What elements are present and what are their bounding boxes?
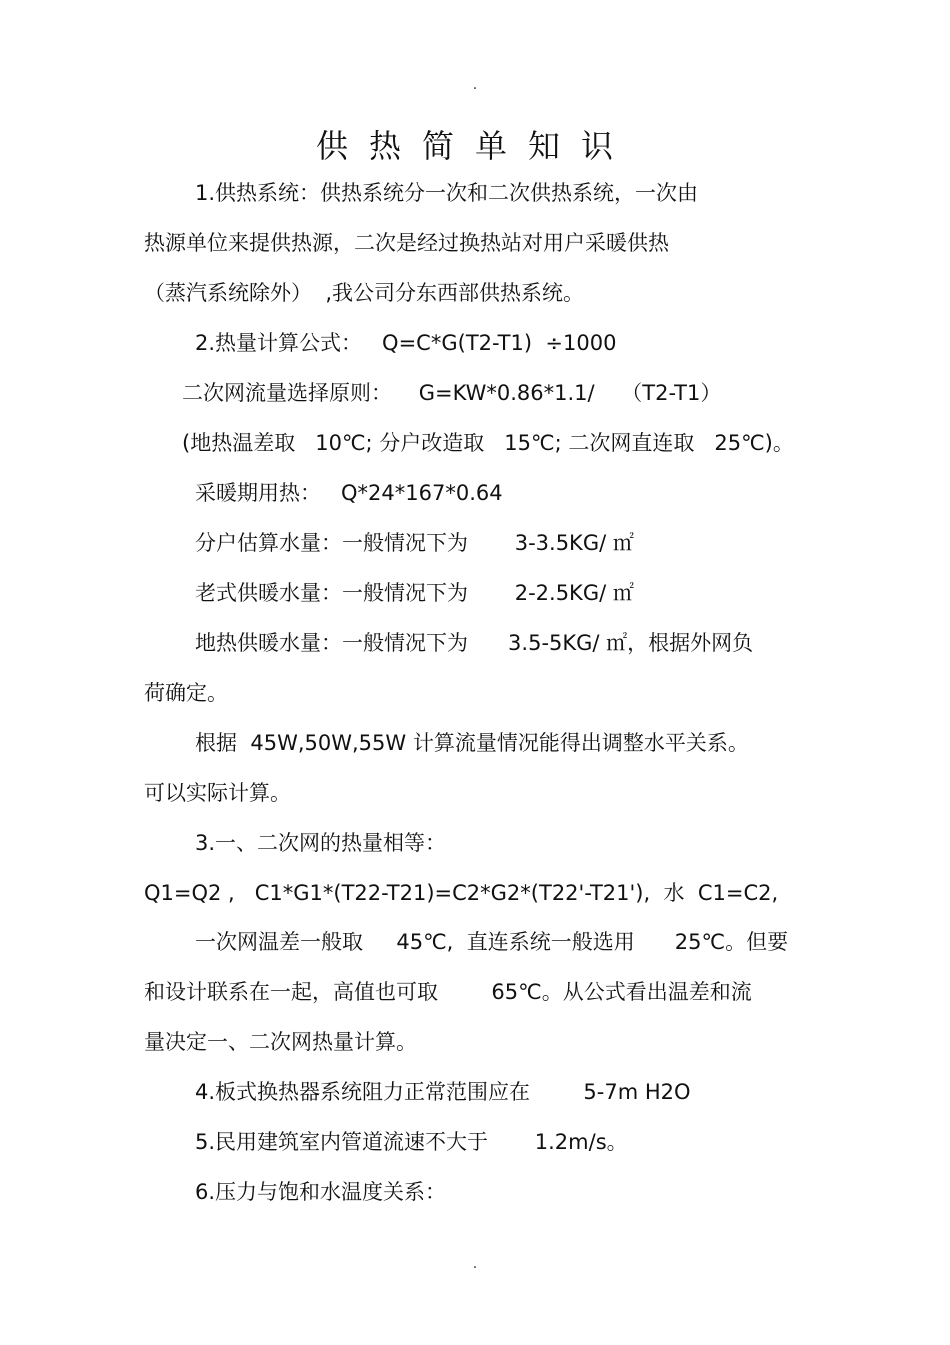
- paragraph-line-5: 二次网流量选择原则： G=KW*0.86*1.1/ （T2-T1）: [182, 381, 722, 405]
- paragraph-line-19: 4.板式换热器系统阻力正常范围应在 5-7m H2O: [195, 1080, 691, 1104]
- paragraph-line-16: 一次网温差一般取 45℃, 直连系统一般选用 25℃。但要: [195, 930, 789, 954]
- paragraph-line-1: 1.供热系统：供热系统分一次和二次供热系统，一次由: [195, 181, 699, 205]
- paragraph-line-4: 2.热量计算公式： Q=C*G(T2-T1) ÷1000: [195, 331, 617, 355]
- header-dot: .: [472, 77, 478, 93]
- paragraph-line-8: 分户估算水量：一般情况下为 3-3.5KG/ ㎡: [195, 531, 634, 555]
- paragraph-line-15: Q1=Q2 , C1*G1*(T22-T21)=C2*G2*(T22'-T21'), 水 C1=C2,: [144, 881, 779, 905]
- paragraph-line-12: 根据 45W,50W,55W 计算流量情况能得出调整水平关系。: [195, 731, 749, 755]
- footer-dot: .: [472, 1256, 478, 1272]
- paragraph-line-17: 和设计联系在一起，高值也可取 65℃。从公式看出温差和流: [144, 980, 752, 1004]
- paragraph-line-6: (地热温差取 10℃; 分户改造取 15℃; 二次网直连取 25℃)。: [182, 431, 794, 455]
- paragraph-line-14: 3.一、二次网的热量相等：: [195, 831, 447, 855]
- paragraph-line-3: （蒸汽系统除外） ,我公司分东西部供热系统。: [144, 281, 585, 305]
- paragraph-line-18: 量决定一、二次网热量计算。: [144, 1030, 417, 1054]
- paragraph-line-20: 5.民用建筑室内管道流速不大于 1.2m/s。: [195, 1130, 628, 1154]
- paragraph-line-13: 可以实际计算。: [144, 781, 291, 805]
- paragraph-line-9: 老式供暖水量：一般情况下为 2-2.5KG/ ㎡: [195, 581, 634, 605]
- paragraph-line-2: 热源单位来提供热源，二次是经过换热站对用户采暖供热: [144, 231, 669, 255]
- page-title: 供热简单知识: [315, 127, 634, 165]
- paragraph-line-11: 荷确定。: [144, 681, 228, 705]
- paragraph-line-21: 6.压力与饱和水温度关系：: [195, 1180, 447, 1204]
- paragraph-line-10: 地热供暖水量：一般情况下为 3.5-5KG/ ㎡，根据外网负: [195, 631, 754, 655]
- paragraph-line-7: 采暖期用热： Q*24*167*0.64: [195, 481, 503, 505]
